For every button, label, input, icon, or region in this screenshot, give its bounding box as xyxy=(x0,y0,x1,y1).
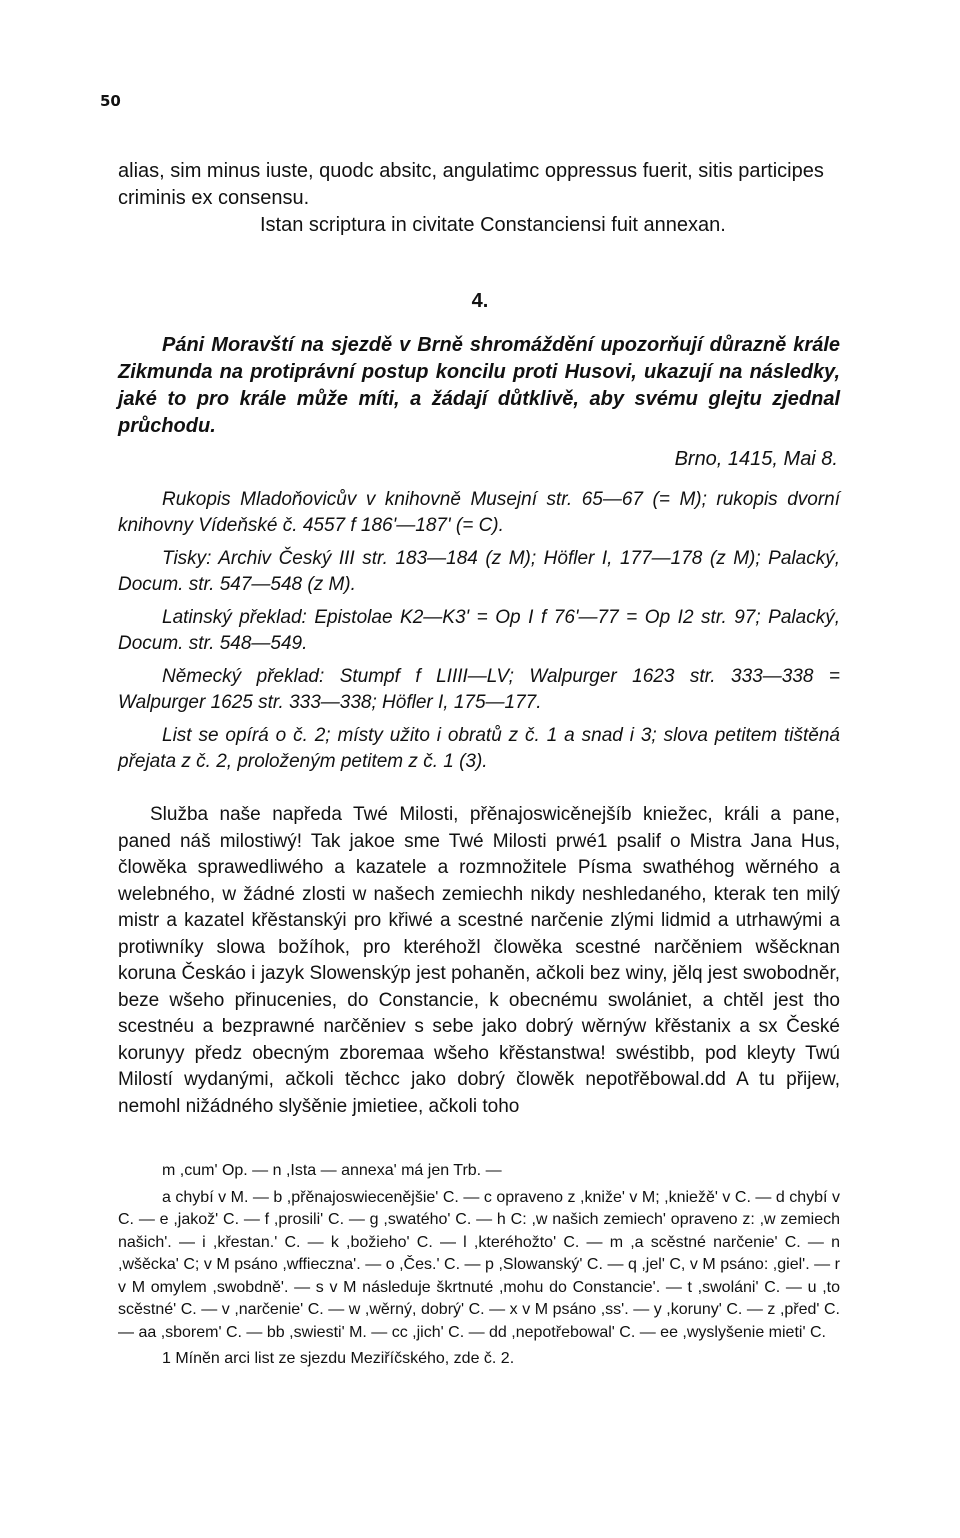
apparatus-manuscripts: Rukopis Mladoňovicův v knihovně Musejní str. 65—67 (= M); rukopis dvorní knihovny Vídeňské č. 4557 f 186'—187' (= C). xyxy=(118,489,840,536)
apparatus-note: List se opírá o č. 2; místy užito i obratů z č. 1 a snad i 3; slova petitem tištěná přejata z č. 2, proloženým petitem z č. 1 (3). xyxy=(118,725,840,772)
regest-summary xyxy=(118,332,840,440)
apparatus-latin-translation: Latinský překlad: Epistolae K2—K3' = Op I f 76'—77 = Op I2 str. 97; Palacký, Docum. str. 548—549. xyxy=(118,607,840,654)
regest-text: Páni Moravští na sjezdě v Brně shromáždění upozorňují důrazně krále Zikmunda na protiprávní postup koncilu proti Husovi, ukazují na následky, jaké to pro krále může míti, a žádají důtklivě, aby svému glejtu zjednal průchodu. xyxy=(118,334,840,437)
apparatus-prints: Tisky: Archiv Český III str. 183—184 (z M); Höfler I, 177—178 (z M); Palacký, Docum. str. 547—548 (z M). xyxy=(118,548,840,595)
document-number: 4. xyxy=(471,290,489,312)
footnote-1: 1 Míněn arci list ze sjezdu Meziříčského, zde č. 2. xyxy=(162,1350,515,1367)
letter-body xyxy=(118,802,840,1120)
footnote-latin: m ,cum' Op. — n ,Ista — annexa' má jen Trb. — xyxy=(162,1162,502,1179)
latin-text-ending xyxy=(118,158,840,239)
page-number: 50 xyxy=(100,92,121,110)
latin-line-1: alias, sim minus iuste, quodc absitc, angulatimc oppressus fuerit, sitis participes criminis ex consensu. xyxy=(118,160,824,209)
footnote-variants: a chybí v M. — b ,přěnajoswiecenějšie' C. — c opraveno z ,kniže' v M; ,kniežě' v C. — d chybí v C. — e ,jakož' C. — f ,prosili' C. — g ,swatého' C. — h C: ,w našich zemiech' opraveno z: ,w zemiech našich'. — i ,křestan.' C. — k ,božieho' C. — l ,kteréhožto' C. — m ,a scěstné narčenie' C. — n ,wšěcka' C; v M psáno ,wffieczna'. — o ,Čes.' C. — p ,Slowanský' C. — q ,jel' C, v M psáno: ,giel'. — r v M omylem ,swobdně'. — s v M následuje škrtnuté ,mohu do Constancie'. — t ,swoláni' C. — u ,to scěstné' C. — v ,narčenie' C. — w ,wěrný, dobrý' C. — x v M psáno ,ss'. — y ,koruny' C. — z ,před' C. — aa ,sborem' C. — bb ,swiesti' M. — cc ,jich' C. — dd ,nepotřebowal' C. — ee ,wyslyšenie mieti' C. xyxy=(118,1188,840,1341)
footnotes xyxy=(118,1160,840,1375)
latin-line-2: Istan scriptura in civitate Constanciensi fuit annexan. xyxy=(260,214,726,236)
source-apparatus xyxy=(118,487,840,782)
place-date: Brno, 1415, Mai 8. xyxy=(674,448,838,470)
apparatus-german-translation: Německý překlad: Stumpf f LIIII—LV; Walpurger 1623 str. 333—338 = Walpurger 1625 str. 333—338; Höfler I, 175—177. xyxy=(118,666,840,713)
letter-text: Služba naše napředa Twé Milosti, přěnajoswicěnejšíb kniežec, králi a pane, paned náš milostiwý! Tak jakoe sme Twé Milosti prwé1 psalif o Mistra Jana Hus, člowěka sprawedliwého a kazatele a rozmnožitele Písma swathéhog wěrného a welebného, w žádné zlosti w našech zemiechh nikdy neshledaného, kterak ten milý mistr a kazatel křěstanskýi pro křiwé a scestné narčenie zlými lidmid a utrhawými a protiwníky slowa božíhok, pro kteréhožl člowěka scestné narčěniem wšěcknan koruna Českáo i jazyk Slowenskýp jest pohaněn, ačkoli bez winy, jělq jest swobodněr, beze wšeho přinucenies, do Constancie, k obecnému swolániet, a chtěl jest tho scestnéu a bezprawné narčěniev s sebe jako dobrý wěrnýw křěstanix a sx České korunyy předz obecným zboremaa wšeho křěstanstwa! swéstibb, pod kleyty Twú Milostí wydanými, ačkoli těchcc jako dobrý člowěk nepotřěbowal.dd A tu přijew, nemohl nižádného slyšěnie jmietiee, ačkoli toho xyxy=(118,804,840,1117)
